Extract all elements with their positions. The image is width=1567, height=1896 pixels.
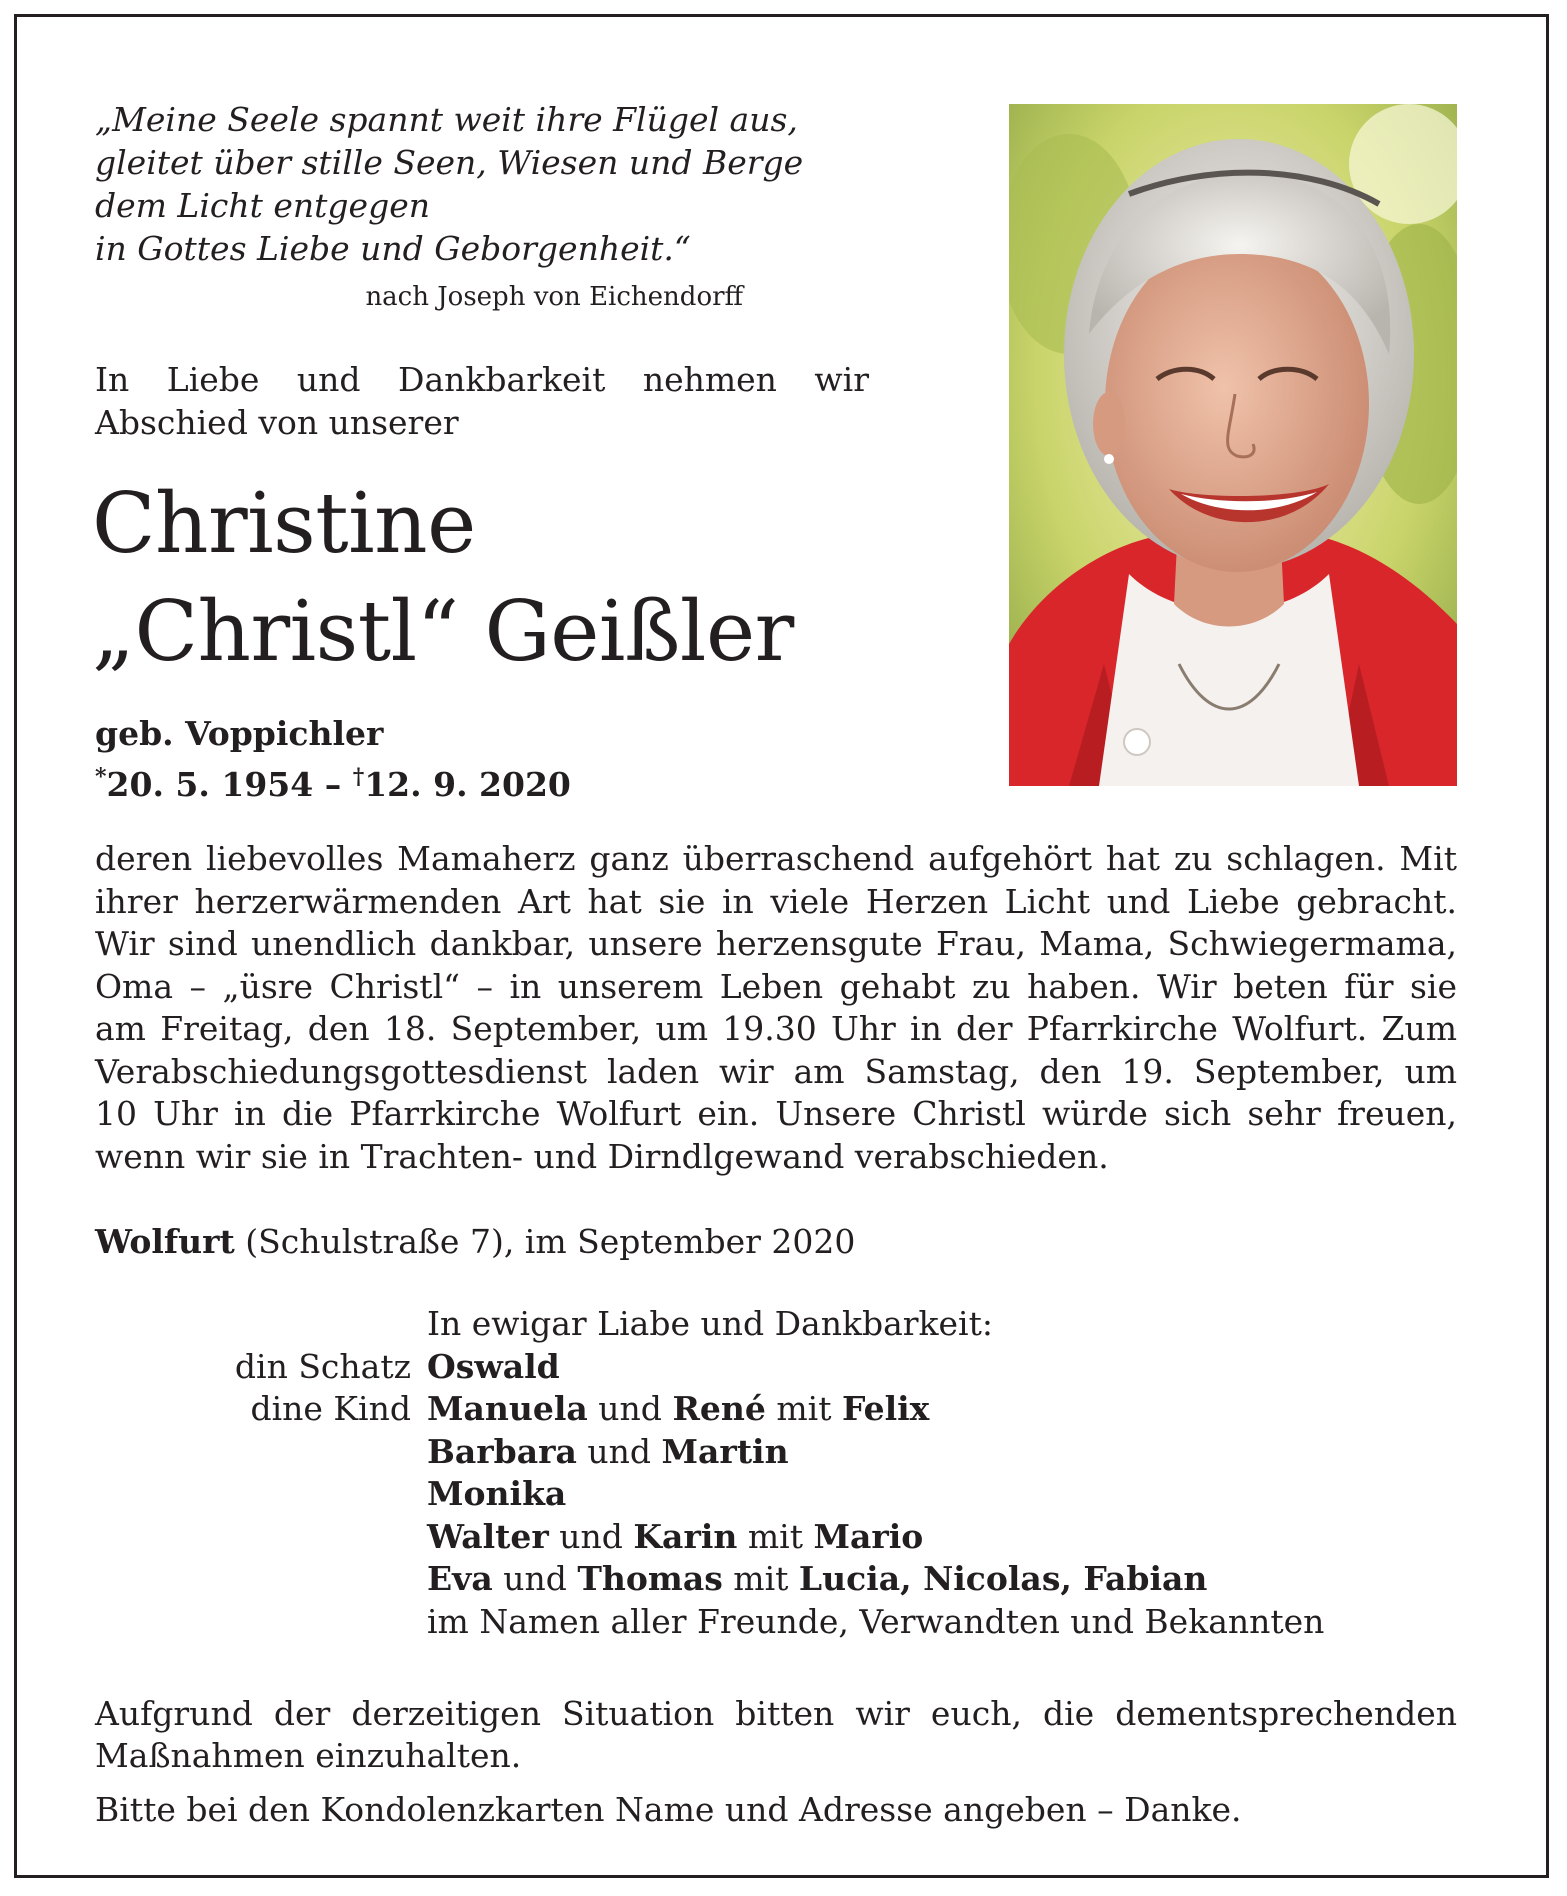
birth-date: 20. 5. 1954: [106, 765, 314, 804]
deceased-name: [92, 470, 794, 686]
address-date: (Schulstraße 7), im September 2020: [234, 1222, 856, 1261]
mourner-name: Nicolas: [923, 1559, 1061, 1598]
place-date: [95, 1220, 855, 1263]
spouse-name: Oswald: [427, 1346, 560, 1386]
date-separator: –: [313, 765, 353, 804]
quote-line: dem Licht entgegen: [95, 186, 430, 225]
mourner-row: dine Kind Manuela und René mit Felix: [95, 1388, 1457, 1431]
mourner-name: Walter: [427, 1516, 549, 1556]
quote-line: „Meine Seele spannt weit ihre Flügel aus,: [95, 100, 798, 139]
mourner-name: Monika: [427, 1474, 567, 1513]
text-line: Oma – „üsre Christl“ – in unserem Leben gehabt zu haben. Wir beten für sie: [95, 966, 1457, 1006]
text-line: ihrer herzerwärmenden Art hat sie in viele Herzen Licht und Liebe gebracht.: [95, 881, 1457, 921]
thanks-line: Bitte bei den Kondolenzkarten Name und Adresse angeben – Danke.: [95, 1790, 1242, 1829]
text-line: am Freitag, den 18. September, um 19.30 Uhr in der Pfarrkirche Wolfurt. Zum: [95, 1009, 1457, 1048]
quote: [95, 98, 804, 270]
mourner-name: Fabian: [1083, 1559, 1208, 1598]
text-line: deren liebevolles Mamaherz ganz überraschend aufgehört hat zu schlagen. Mit: [95, 839, 1457, 878]
mourner-row: [95, 1473, 1457, 1516]
mourner-name: Barbara: [427, 1431, 577, 1471]
name-line-1: Christine: [92, 475, 476, 572]
quote-line: in Gottes Liebe und Geborgenheit.“: [95, 229, 691, 268]
mourner-name: René: [672, 1389, 766, 1428]
mourner-name: Manuela: [427, 1389, 588, 1428]
text-line: Wir sind unendlich dankbar, unsere herzensgute Frau, Mama, Schwiegermama,: [95, 924, 1457, 963]
children-role: dine Kind: [250, 1389, 411, 1428]
mourner-name: Karin: [633, 1516, 738, 1556]
text-line: 10 Uhr in die Pfarrkirche Wolfurt ein. Unsere Christl würde sich sehr freuen,: [95, 1094, 1457, 1133]
quote-line: gleitet über stille Seen, Wiesen und Berge: [95, 143, 804, 182]
text-line: wenn wir sie in Trachten- und Dirndlgewand verabschieden.: [95, 1136, 1109, 1176]
death-symbol: †: [352, 764, 365, 790]
mourner-name: Mario: [813, 1516, 924, 1556]
mourners-heading-row: [95, 1303, 1457, 1346]
death-date: 12. 9. 2020: [364, 765, 571, 804]
town: Wolfurt: [95, 1222, 235, 1261]
mourner-name: Martin: [661, 1431, 789, 1471]
intro-text: In Liebe und Dankbarkeit nehmen wir Abschied von unserer: [95, 360, 869, 442]
portrait-photo: [1009, 104, 1457, 786]
mourner-name: Felix: [841, 1389, 930, 1428]
mourners-heading: In ewigar Liabe und Dankbarkeit:: [427, 1304, 993, 1343]
main-text: [95, 838, 1457, 1178]
mourners-closing: im Namen aller Freunde, Verwandten und Bekannten: [427, 1601, 1325, 1641]
portrait-image: [1009, 104, 1457, 786]
text-line: Verabschiedungsgottesdienst laden wir am Samstag, den 19. September, um: [95, 1051, 1457, 1091]
mourner-row: Barbara und Martin: [427, 1431, 789, 1471]
name-line-2: „Christl“ Geißler: [92, 583, 794, 680]
mourner-name: Thomas: [577, 1559, 723, 1598]
notice-line: Aufgrund der derzeitigen Situation bitten wir euch, die dementsprechenden: [95, 1694, 1457, 1733]
notice-line: Maßnahmen einzuhalten.: [95, 1736, 522, 1775]
mourners: [95, 1303, 1457, 1643]
mourner-name: Eva: [427, 1559, 493, 1598]
mourner-row: [95, 1346, 1457, 1389]
notice: [95, 1693, 1457, 1777]
spouse-role: din Schatz: [234, 1346, 411, 1386]
birth-name: geb. Voppichler: [95, 714, 384, 753]
mourner-name: Lucia: [798, 1559, 901, 1598]
mourner-row: Walter und Karin mit Mario: [427, 1516, 924, 1556]
quote-source: nach Joseph von Eichendorff: [365, 282, 743, 312]
life-dates: [95, 756, 571, 806]
mourner-row: Eva und Thomas mit Lucia, Nicolas, Fabian: [427, 1559, 1208, 1598]
mourner-row: [95, 1601, 1457, 1644]
birth-symbol: *: [95, 764, 107, 790]
